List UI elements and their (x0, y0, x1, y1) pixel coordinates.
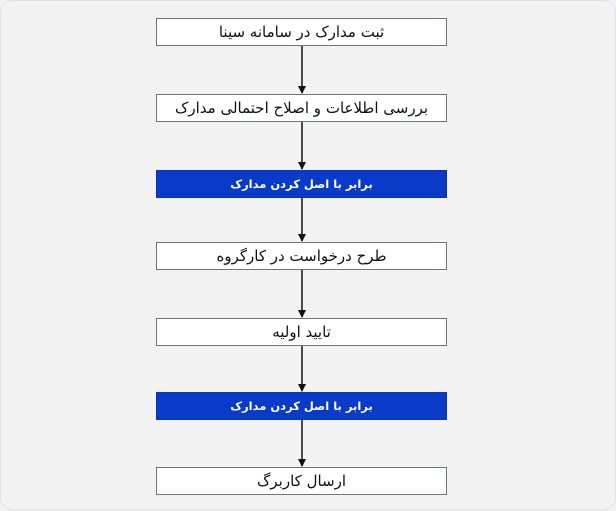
step-certify-documents-1: برابر با اصل کردن مدارک (156, 170, 447, 198)
step-initial-approval: تایید اولیه (156, 318, 447, 346)
step-send-form: ارسال کاربرگ (156, 467, 447, 495)
step-certify-documents-2: برابر با اصل کردن مدارک (156, 392, 447, 420)
connector-arrows (1, 1, 616, 511)
step-review-and-correct: بررسی اطلاعات و اصلاح احتمالی مدارک (156, 94, 447, 122)
step-register-documents: ثبت مدارک در سامانه سینا (156, 18, 447, 46)
step-submit-to-working-group: طرح درخواست در کارگروه (156, 242, 447, 270)
